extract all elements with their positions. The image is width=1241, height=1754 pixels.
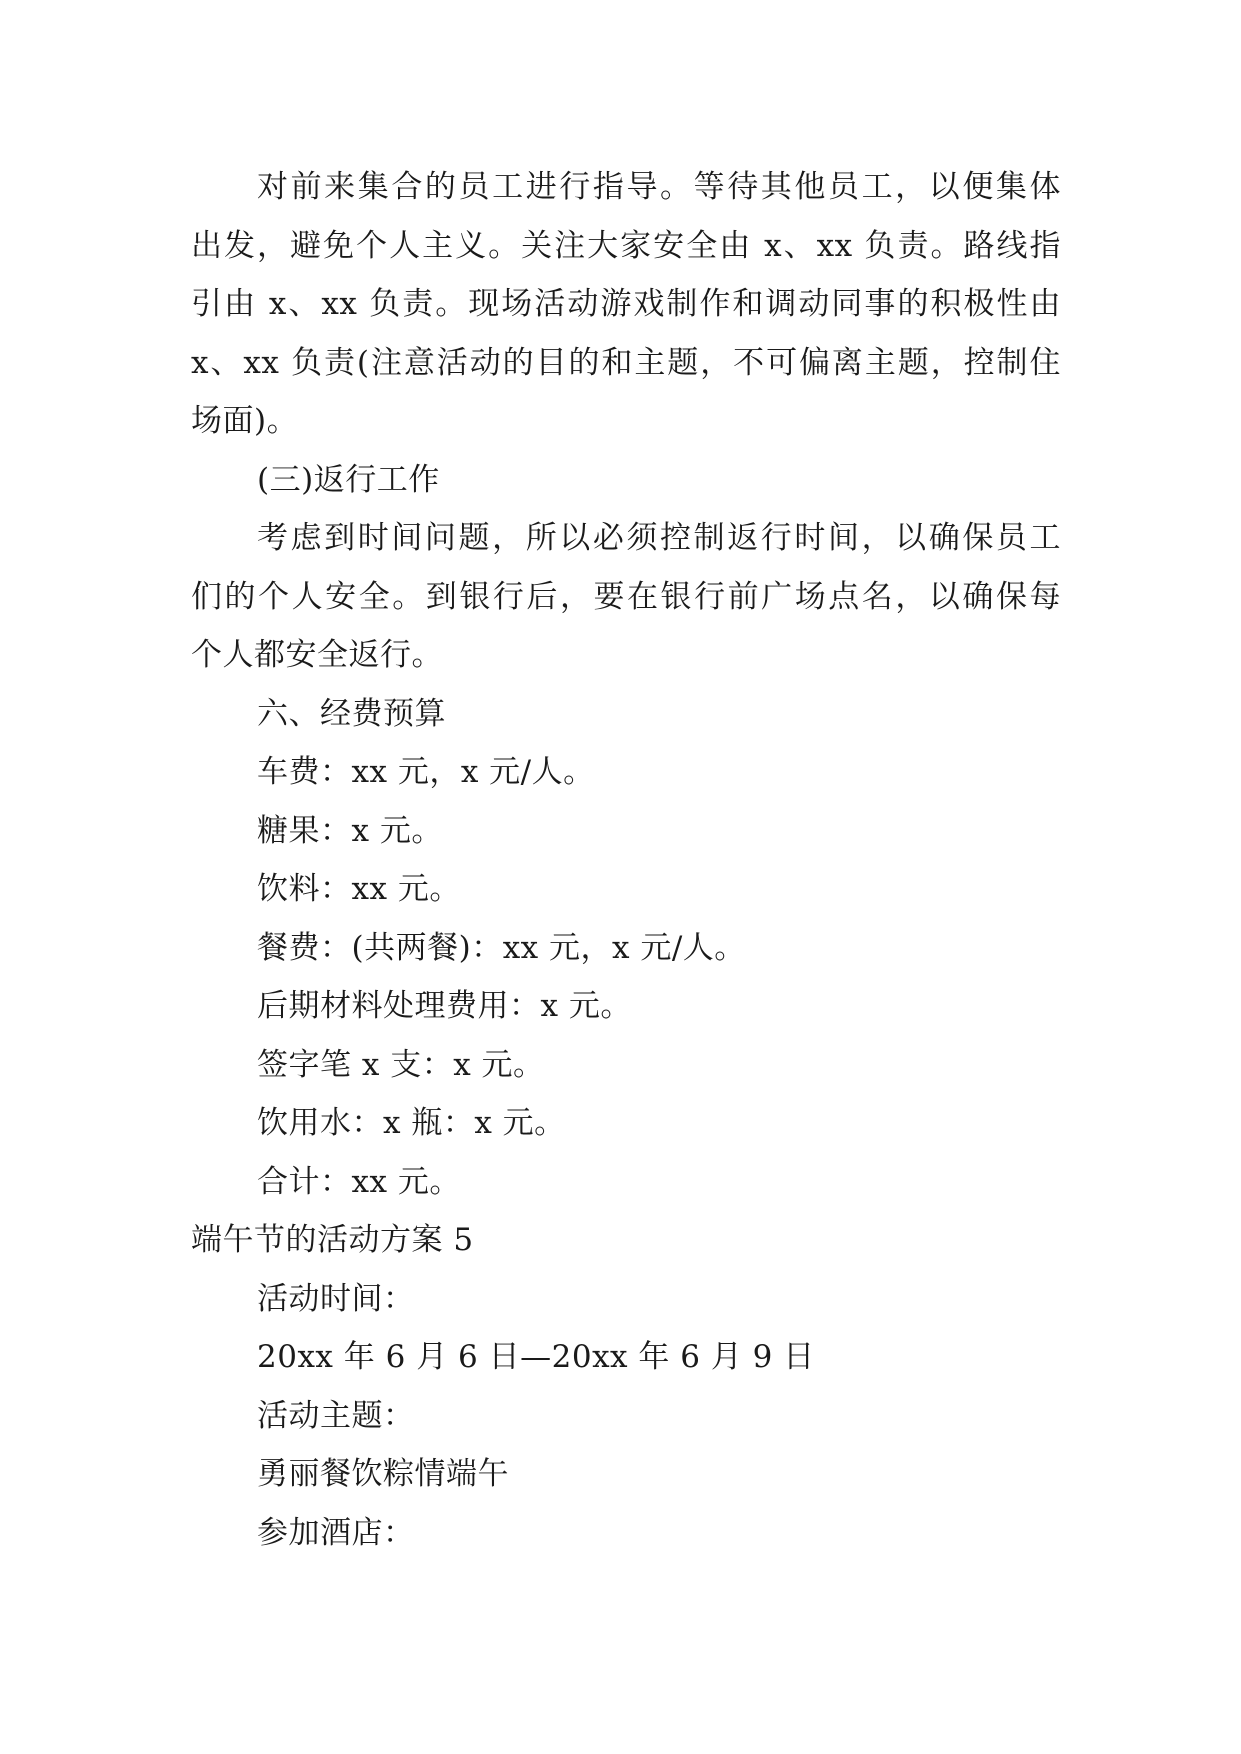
budget-item: 糖果：x 元。: [257, 812, 443, 849]
paragraph-line: 场面)。: [191, 403, 299, 439]
field-label: 活动主题：: [257, 1397, 415, 1434]
paragraph-line: 对前来集合的员工进行指导。等待其他员工，以便集体: [257, 169, 1061, 205]
section-heading: (三)返行工作: [257, 461, 440, 498]
paragraph-line: 出发，避免个人主义。关注大家安全由 x、xx 负责。路线指: [191, 227, 1061, 264]
budget-item: 饮用水：x 瓶：x 元。: [257, 1105, 566, 1141]
budget-item: 签字笔 x 支：x 元。: [257, 1046, 545, 1083]
paragraph-line: 个人都安全返行。: [191, 637, 443, 673]
paragraph-line: x、xx 负责(注意活动的目的和主题，不可偏离主题，控制住: [191, 344, 1061, 381]
field-label: 参加酒店：: [257, 1514, 415, 1551]
budget-item: 后期材料处理费用：x 元。: [257, 988, 632, 1024]
section-heading: 六、经费预算: [257, 695, 446, 732]
paragraph-line: 引由 x、xx 负责。现场活动游戏制作和调动同事的积极性由: [191, 286, 1061, 322]
field-value: 勇丽餐饮粽情端午: [257, 1456, 509, 1492]
budget-item: 饮料：xx 元。: [257, 871, 461, 907]
budget-total: 合计：xx 元。: [257, 1163, 461, 1200]
field-value: 20xx 年 6 月 6 日—20xx 年 6 月 9 日: [257, 1339, 815, 1375]
paragraph-line: 们的个人安全。到银行后，要在银行前广场点名，以确保每: [191, 578, 1061, 615]
field-label: 活动时间：: [257, 1280, 415, 1317]
budget-item: 车费：xx 元，x 元/人。: [257, 754, 595, 790]
paragraph-line: 考虑到时间问题，所以必须控制返行时间，以确保员工: [257, 520, 1061, 556]
document-section-title: 端午节的活动方案 5: [191, 1222, 474, 1258]
document-page: [191, 158, 1061, 1562]
budget-item: 餐费：(共两餐)：xx 元，x 元/人。: [257, 929, 746, 966]
